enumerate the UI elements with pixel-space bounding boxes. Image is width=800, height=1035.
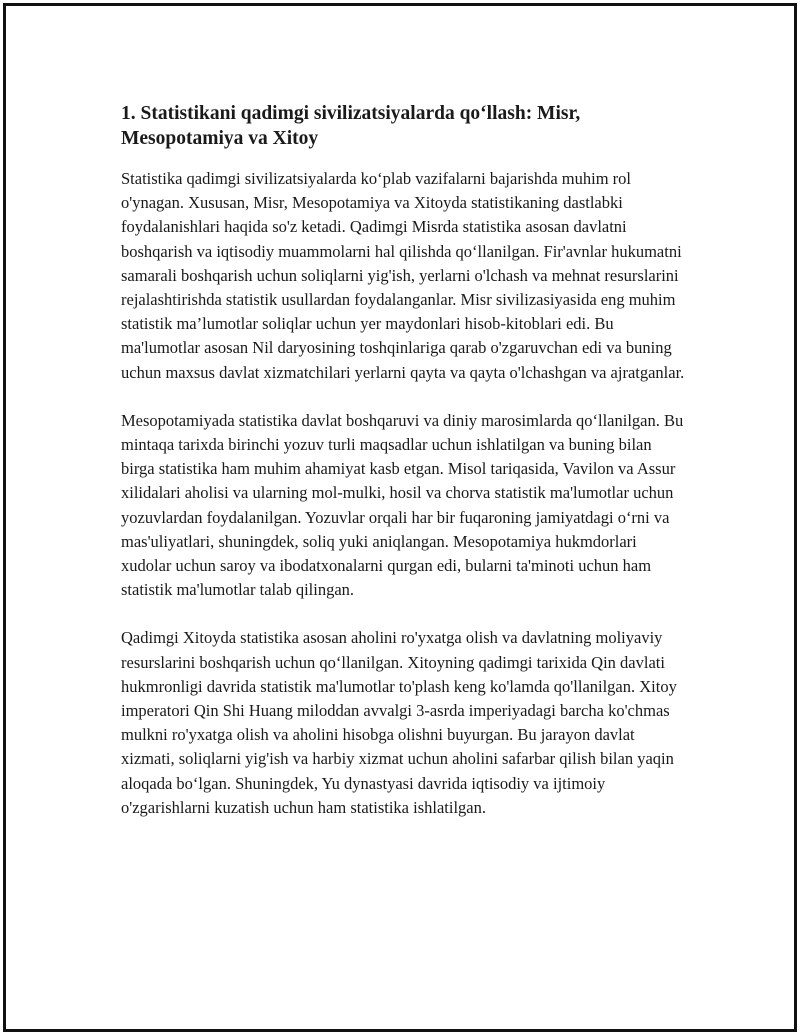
document-body xyxy=(121,101,686,844)
paragraph-mesopotamia: Mesopotamiyada statistika davlat boshqaruvi va diniy marosimlarda qo‘llanilgan. Bu mintaqa tarixda birinchi yozuv turli maqsadlar uchun ishlatilgan va buning bilan birga statistika ham muhim ahamiyat kasb etgan. Misol tariqasida, Vavilon va Assur xilidalari aholisi va ularning mol-mulki, hosil va chorva statistik ma'lumotlar uchun yozuvlardan foydalanilgan. Yozuvlar orqali har bir fuqaroning jamiyatdagi o‘rni va mas'uliyatlari, shuningdek, soliq yuki aniqlangan. Mesopotamiya hukmdorlari xudolar uchun saroy va ibodatxonalarni qurgan edi, bularni ta'minoti uchun ham statistik ma'lumotlar talab qilingan. xyxy=(121,410,684,600)
section-heading: 1. Statistikani qadimgi sivilizatsiyalarda qo‘llash: Misr, Mesopotamiya va Xitoy xyxy=(121,103,581,149)
page-frame xyxy=(3,3,797,1032)
paragraph-china: Qadimgi Xitoyda statistika asosan aholini ro'yxatga olish va davlatning moliyaviy resurslarini boshqarish uchun qo‘llanilgan. Xitoyning qadimgi tarixida Qin davlati hukmronligi davrida statistik ma'lumotlar to'plash keng ko'lamda qo'llanilgan. Xitoy imperatori Qin Shi Huang miloddan avvalgi 3-asrda imperiyadagi barcha ko'chmas mulkni ro'yxatga olish va aholini hisobga olishni buyurgan. Bu jarayon davlat xizmati, soliqlarni yig'ish va harbiy xizmat uchun aholini safarbar qilish bilan yaqin aloqada bo‘lgan. Shuningdek, Yu dynastyasi davrida iqtisodiy va ijtimoiy o'zgarishlarni kuzatish uchun ham statistika ishlatilgan. xyxy=(121,628,677,817)
paragraph-egypt: Statistika qadimgi sivilizatsiyalarda ko‘plab vazifalarni bajarishda muhim rol o'ynagan. Xususan, Misr, Mesopotamiya va Xitoyda statistikaning dastlabki foydalanishlari haqida so'z ketadi. Qadimgi Misrda statistika asosan davlatni boshqarish va iqtisodiy muammolarni hal qilishda qo‘llanilgan. Fir'avnlar hukumatni samarali boshqarish uchun soliqlarni yig'ish, yerlarni o'lchash va mehnat resurslarini rejalashtirishda statistik usullardan foydalanganlar. Misr sivilizasiyasida eng muhim statistik ma’lumotlar soliqlar uchun yer maydonlari hisob-kitoblari edi. Bu ma'lumotlar asosan Nil daryosining toshqinlariga qarab o'zgaruvchan edi va buning uchun maxsus davlat xizmatchilari yerlarni qayta va qayta o'lchashgan va ajratganlar. xyxy=(121,169,685,382)
